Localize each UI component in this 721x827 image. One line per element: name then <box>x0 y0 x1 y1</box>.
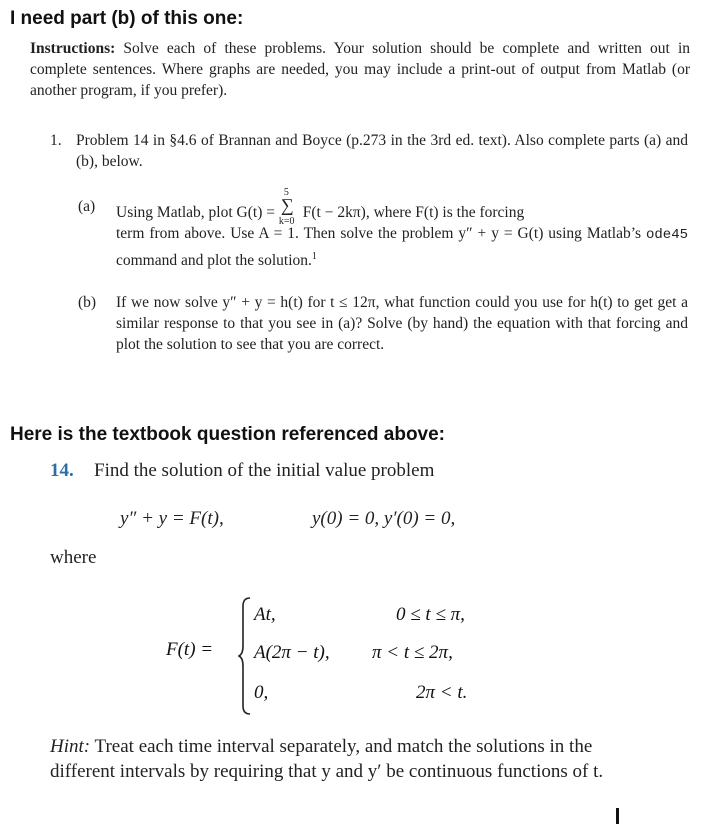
ode45-code: ode45 <box>646 227 689 243</box>
problem-1-text: Problem 14 in §4.6 of Brannan and Boyce (p.273 in the 3rd ed. text). Also complete parts (a) and (b), below. <box>76 132 688 170</box>
part-b-text: If we now solve y″ + y = h(t) for t ≤ 12π, what function could you use for h(t) to get get a similar response to that you see in (a)? Solve (by hand) the equation with that forcing and plot the solution to see that you are correct. <box>116 294 688 353</box>
instructions-label: Instructions: <box>30 40 116 57</box>
text-cursor <box>616 808 619 824</box>
sum-lower-limit: k=0 <box>278 216 295 227</box>
piecewise-lhs: F(t) = <box>166 639 214 660</box>
hint-label: Hint: <box>50 736 91 757</box>
case-2-cond: π < t ≤ 2π, <box>372 642 453 663</box>
part-a-post: F(t − 2kπ), where F(t) is the forcing <box>302 204 525 221</box>
part-a-pre: Using Matlab, plot G(t) = <box>116 204 275 221</box>
hint-paragraph <box>50 734 610 784</box>
where-label: where <box>50 547 97 568</box>
part-b-label: (b) <box>78 294 97 311</box>
problem-1-number: 1. <box>50 132 62 149</box>
part-a-line3: command and plot the solution. <box>116 252 312 270</box>
textbook-problem-number: 14. <box>50 460 74 481</box>
case-3-cond: 2π < t. <box>416 682 468 703</box>
left-brace-icon <box>238 596 252 716</box>
case-3-expr: 0, <box>254 682 269 703</box>
differential-equation: y″ + y = F(t), <box>120 508 224 529</box>
instructions-paragraph <box>30 38 690 101</box>
summation-symbol: ∑ 5 k=0 <box>279 196 299 217</box>
instructions-text: Solve each of these problems. Your solution should be complete and written out in complete sentences. Where graphs are needed, you may include a print-out of output from Matlab (or another program, if you prefer). <box>30 40 690 99</box>
sum-upper-limit: 5 <box>283 187 289 198</box>
part-a-label: (a) <box>78 198 96 215</box>
footnote-mark: 1 <box>311 251 317 262</box>
piecewise-function <box>166 596 526 716</box>
initial-conditions: y(0) = 0, y′(0) = 0, <box>312 508 456 529</box>
textbook-heading: Here is the textbook question referenced above: <box>10 424 446 445</box>
case-1-expr: At, <box>254 604 276 625</box>
case-2-expr: A(2π − t), <box>254 642 330 663</box>
part-a-line2: term from above. Use A = 1. Then solve the problem y″ + y = G(t) using Matlab’s <box>116 225 642 242</box>
hint-text: Treat each time interval separately, and match the solutions in the different intervals by requiring that y and y′ be continuous functions of t. <box>50 736 604 782</box>
textbook-prompt: Find the solution of the initial value problem <box>94 460 435 481</box>
case-1-cond: 0 ≤ t ≤ π, <box>396 604 465 625</box>
question-heading: I need part (b) of this one: <box>10 8 244 29</box>
